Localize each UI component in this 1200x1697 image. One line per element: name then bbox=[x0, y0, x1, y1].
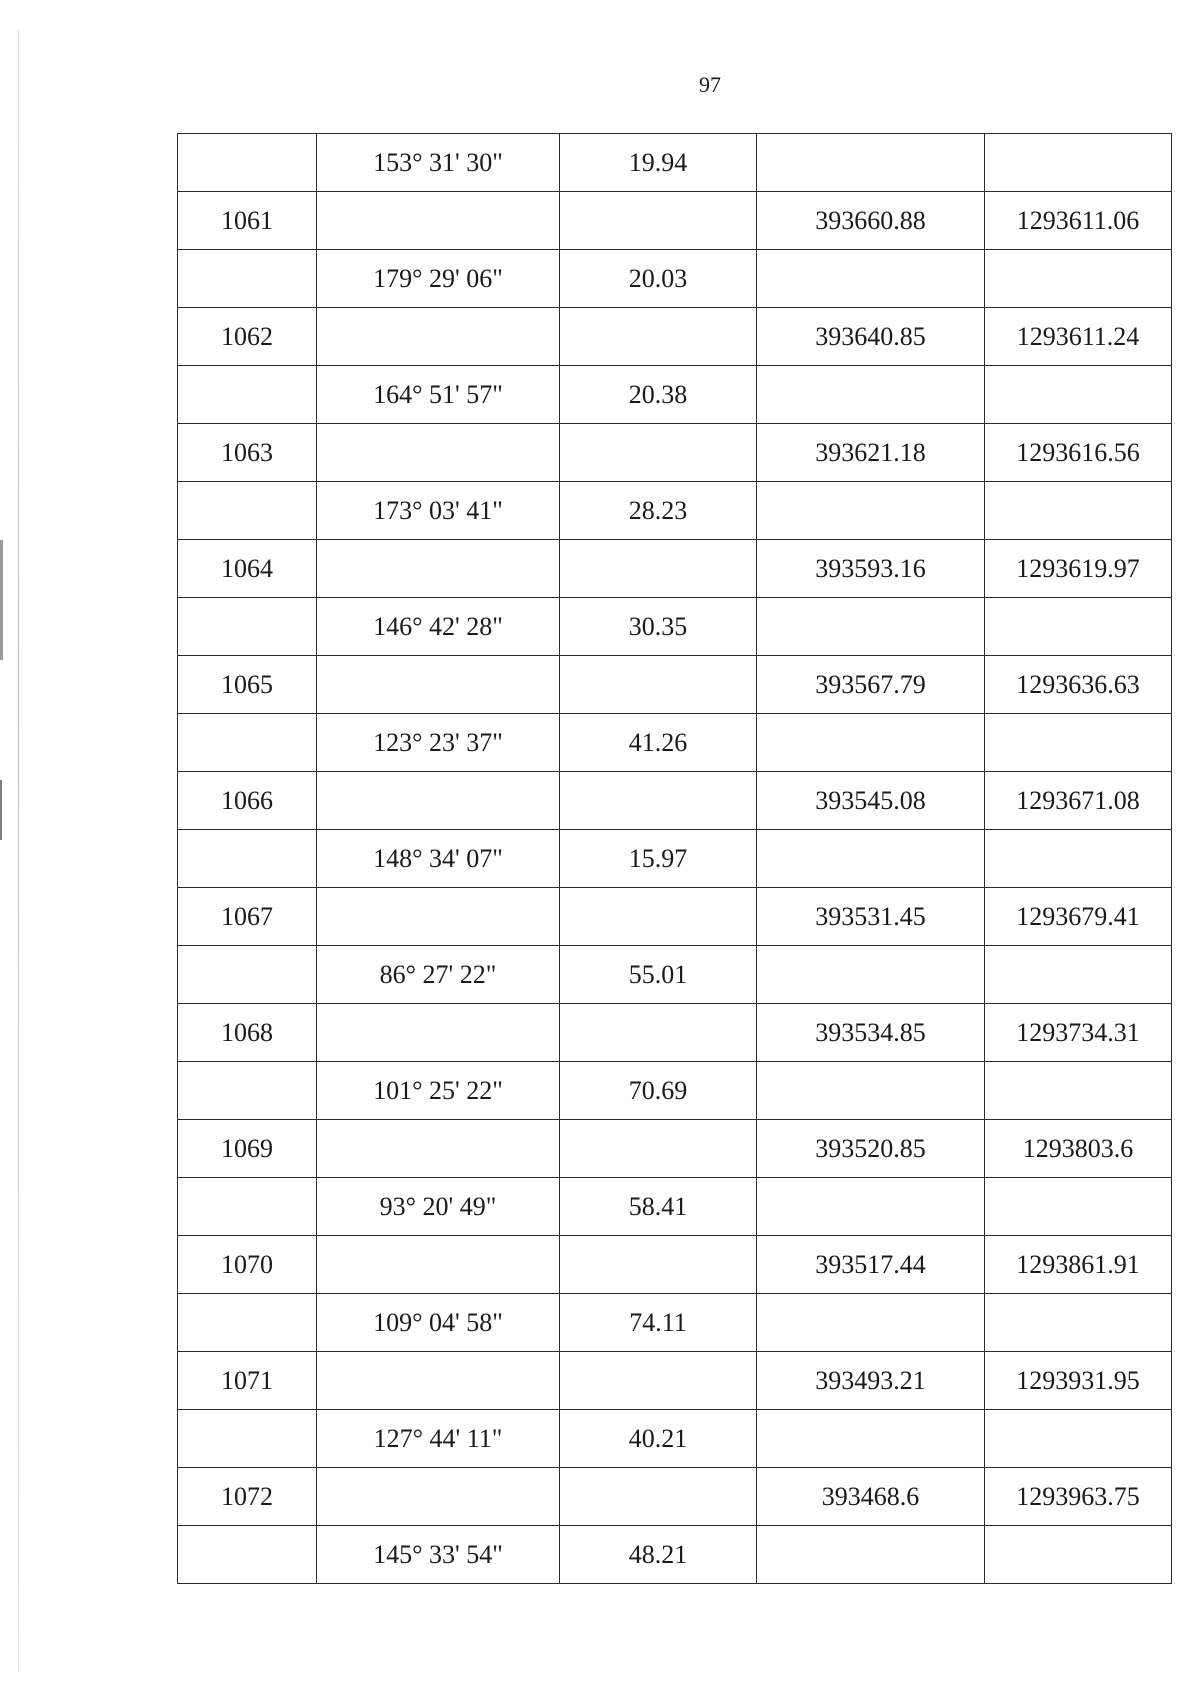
scan-edge-mark bbox=[0, 780, 2, 840]
distance-cell bbox=[560, 1004, 757, 1062]
easting-cell: 1293861.91 bbox=[985, 1236, 1172, 1294]
point-cell bbox=[178, 1178, 317, 1236]
bearing-cell: 173° 03' 41" bbox=[317, 482, 560, 540]
distance-cell bbox=[560, 772, 757, 830]
northing-cell: 393545.08 bbox=[757, 772, 985, 830]
point-cell: 1065 bbox=[178, 656, 317, 714]
point-cell bbox=[178, 1410, 317, 1468]
point-cell bbox=[178, 366, 317, 424]
bearing-cell: 109° 04' 58" bbox=[317, 1294, 560, 1352]
northing-cell bbox=[757, 714, 985, 772]
easting-cell bbox=[985, 1178, 1172, 1236]
point-cell: 1072 bbox=[178, 1468, 317, 1526]
distance-cell: 30.35 bbox=[560, 598, 757, 656]
northing-cell bbox=[757, 830, 985, 888]
bearing-cell bbox=[317, 772, 560, 830]
northing-cell bbox=[757, 1294, 985, 1352]
table-row bbox=[178, 1526, 1172, 1584]
scan-edge-mark bbox=[0, 540, 3, 660]
northing-cell: 393520.85 bbox=[757, 1120, 985, 1178]
northing-cell: 393621.18 bbox=[757, 424, 985, 482]
distance-cell: 70.69 bbox=[560, 1062, 757, 1120]
northing-cell: 393567.79 bbox=[757, 656, 985, 714]
easting-cell bbox=[985, 1410, 1172, 1468]
bearing-cell: 179° 29' 06" bbox=[317, 250, 560, 308]
distance-cell bbox=[560, 540, 757, 598]
point-cell bbox=[178, 1526, 317, 1584]
distance-cell: 40.21 bbox=[560, 1410, 757, 1468]
table-row bbox=[178, 1236, 1172, 1294]
point-cell bbox=[178, 830, 317, 888]
distance-cell: 19.94 bbox=[560, 134, 757, 192]
point-cell: 1067 bbox=[178, 888, 317, 946]
distance-cell: 48.21 bbox=[560, 1526, 757, 1584]
easting-cell bbox=[985, 134, 1172, 192]
distance-cell bbox=[560, 1236, 757, 1294]
bearing-cell bbox=[317, 308, 560, 366]
bearing-cell bbox=[317, 888, 560, 946]
bearing-cell bbox=[317, 424, 560, 482]
northing-cell bbox=[757, 1062, 985, 1120]
table-row bbox=[178, 250, 1172, 308]
bearing-cell: 146° 42' 28" bbox=[317, 598, 560, 656]
easting-cell: 1293636.63 bbox=[985, 656, 1172, 714]
northing-cell: 393517.44 bbox=[757, 1236, 985, 1294]
table-body bbox=[178, 134, 1172, 1584]
distance-cell: 20.03 bbox=[560, 250, 757, 308]
easting-cell bbox=[985, 1294, 1172, 1352]
easting-cell: 1293616.56 bbox=[985, 424, 1172, 482]
bearing-cell: 153° 31' 30" bbox=[317, 134, 560, 192]
easting-cell: 1293963.75 bbox=[985, 1468, 1172, 1526]
easting-cell bbox=[985, 714, 1172, 772]
distance-cell bbox=[560, 1352, 757, 1410]
bearing-cell bbox=[317, 1468, 560, 1526]
distance-cell bbox=[560, 192, 757, 250]
distance-cell bbox=[560, 308, 757, 366]
table-row bbox=[178, 366, 1172, 424]
bearing-cell bbox=[317, 1352, 560, 1410]
easting-cell: 1293803.6 bbox=[985, 1120, 1172, 1178]
easting-cell bbox=[985, 366, 1172, 424]
point-cell: 1068 bbox=[178, 1004, 317, 1062]
point-cell: 1063 bbox=[178, 424, 317, 482]
table-row bbox=[178, 1062, 1172, 1120]
distance-cell: 20.38 bbox=[560, 366, 757, 424]
table-row bbox=[178, 308, 1172, 366]
bearing-cell: 101° 25' 22" bbox=[317, 1062, 560, 1120]
easting-cell: 1293734.31 bbox=[985, 1004, 1172, 1062]
easting-cell bbox=[985, 482, 1172, 540]
table-row bbox=[178, 888, 1172, 946]
point-cell: 1070 bbox=[178, 1236, 317, 1294]
table-row bbox=[178, 1120, 1172, 1178]
easting-cell: 1293931.95 bbox=[985, 1352, 1172, 1410]
northing-cell: 393531.45 bbox=[757, 888, 985, 946]
northing-cell: 393468.6 bbox=[757, 1468, 985, 1526]
northing-cell bbox=[757, 1526, 985, 1584]
point-cell bbox=[178, 1062, 317, 1120]
point-cell: 1071 bbox=[178, 1352, 317, 1410]
bearing-cell: 86° 27' 22" bbox=[317, 946, 560, 1004]
easting-cell: 1293671.08 bbox=[985, 772, 1172, 830]
point-cell bbox=[178, 946, 317, 1004]
table-row bbox=[178, 192, 1172, 250]
table-row bbox=[178, 830, 1172, 888]
point-cell bbox=[178, 714, 317, 772]
page-number: 97 bbox=[699, 72, 721, 97]
northing-cell bbox=[757, 250, 985, 308]
northing-cell: 393534.85 bbox=[757, 1004, 985, 1062]
bearing-cell bbox=[317, 656, 560, 714]
table-row bbox=[178, 656, 1172, 714]
bearing-cell bbox=[317, 192, 560, 250]
bearing-cell: 123° 23' 37" bbox=[317, 714, 560, 772]
northing-cell: 393640.85 bbox=[757, 308, 985, 366]
table-row bbox=[178, 1178, 1172, 1236]
easting-cell: 1293619.97 bbox=[985, 540, 1172, 598]
easting-cell bbox=[985, 598, 1172, 656]
distance-cell: 55.01 bbox=[560, 946, 757, 1004]
distance-cell bbox=[560, 424, 757, 482]
northing-cell: 393593.16 bbox=[757, 540, 985, 598]
northing-cell bbox=[757, 1178, 985, 1236]
point-cell bbox=[178, 482, 317, 540]
table-row bbox=[178, 134, 1172, 192]
survey-coordinate-table bbox=[177, 133, 1172, 1584]
easting-cell bbox=[985, 946, 1172, 1004]
bearing-cell: 93° 20' 49" bbox=[317, 1178, 560, 1236]
easting-cell bbox=[985, 1062, 1172, 1120]
table-row bbox=[178, 424, 1172, 482]
bearing-cell: 127° 44' 11" bbox=[317, 1410, 560, 1468]
point-cell: 1066 bbox=[178, 772, 317, 830]
point-cell: 1062 bbox=[178, 308, 317, 366]
northing-cell bbox=[757, 366, 985, 424]
easting-cell bbox=[985, 1526, 1172, 1584]
bearing-cell: 145° 33' 54" bbox=[317, 1526, 560, 1584]
bearing-cell bbox=[317, 540, 560, 598]
distance-cell: 58.41 bbox=[560, 1178, 757, 1236]
distance-cell bbox=[560, 888, 757, 946]
table-row bbox=[178, 1468, 1172, 1526]
easting-cell bbox=[985, 250, 1172, 308]
easting-cell: 1293611.24 bbox=[985, 308, 1172, 366]
northing-cell: 393660.88 bbox=[757, 192, 985, 250]
table-row bbox=[178, 1004, 1172, 1062]
point-cell bbox=[178, 1294, 317, 1352]
easting-cell: 1293679.41 bbox=[985, 888, 1172, 946]
table-row bbox=[178, 1294, 1172, 1352]
distance-cell bbox=[560, 1120, 757, 1178]
distance-cell: 28.23 bbox=[560, 482, 757, 540]
northing-cell bbox=[757, 946, 985, 1004]
scan-edge-line bbox=[18, 30, 19, 1670]
table-row bbox=[178, 1352, 1172, 1410]
table-row bbox=[178, 714, 1172, 772]
table-row bbox=[178, 540, 1172, 598]
northing-cell bbox=[757, 598, 985, 656]
distance-cell: 15.97 bbox=[560, 830, 757, 888]
bearing-cell bbox=[317, 1120, 560, 1178]
distance-cell bbox=[560, 656, 757, 714]
point-cell bbox=[178, 250, 317, 308]
table-row bbox=[178, 946, 1172, 1004]
point-cell bbox=[178, 134, 317, 192]
northing-cell bbox=[757, 134, 985, 192]
table-row bbox=[178, 482, 1172, 540]
table-row bbox=[178, 1410, 1172, 1468]
table-row bbox=[178, 598, 1172, 656]
bearing-cell: 164° 51' 57" bbox=[317, 366, 560, 424]
northing-cell: 393493.21 bbox=[757, 1352, 985, 1410]
distance-cell: 41.26 bbox=[560, 714, 757, 772]
easting-cell bbox=[985, 830, 1172, 888]
bearing-cell bbox=[317, 1004, 560, 1062]
point-cell: 1069 bbox=[178, 1120, 317, 1178]
easting-cell: 1293611.06 bbox=[985, 192, 1172, 250]
point-cell: 1064 bbox=[178, 540, 317, 598]
point-cell bbox=[178, 598, 317, 656]
northing-cell bbox=[757, 1410, 985, 1468]
point-cell: 1061 bbox=[178, 192, 317, 250]
distance-cell: 74.11 bbox=[560, 1294, 757, 1352]
distance-cell bbox=[560, 1468, 757, 1526]
bearing-cell bbox=[317, 1236, 560, 1294]
northing-cell bbox=[757, 482, 985, 540]
table-row bbox=[178, 772, 1172, 830]
bearing-cell: 148° 34' 07" bbox=[317, 830, 560, 888]
